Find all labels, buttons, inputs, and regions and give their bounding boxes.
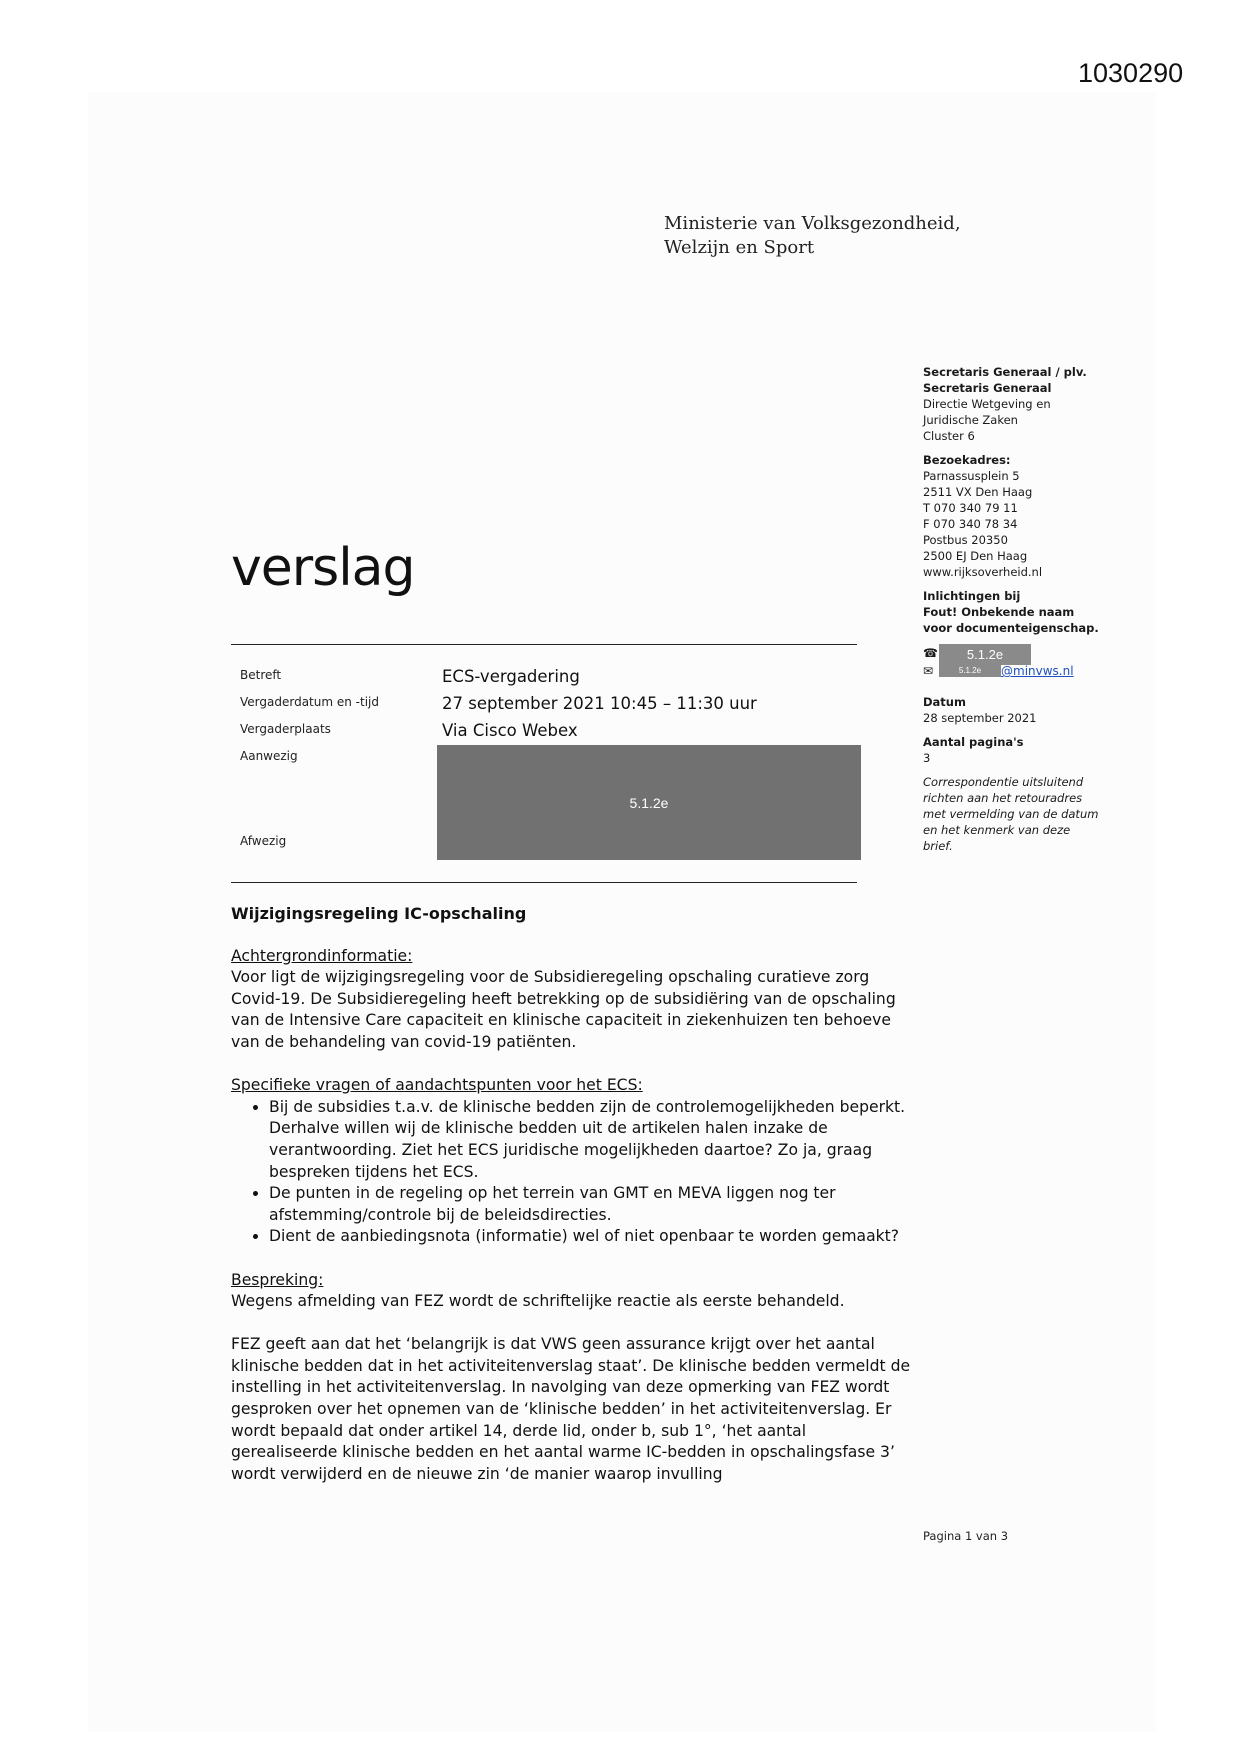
department-line: Secretaris Generaal / plv. (923, 365, 1087, 379)
discussion-heading: Bespreking: (231, 1270, 324, 1289)
divider (231, 882, 857, 883)
department-line: Juridische Zaken (923, 413, 1018, 427)
document-id: 1030290 (1078, 58, 1184, 88)
telephone-icon: ☎ (923, 646, 938, 660)
contact-phone-row (923, 644, 1123, 662)
redaction-box: 5.1.2e (939, 665, 1001, 677)
contact-mail-row (923, 662, 1123, 680)
divider (231, 644, 857, 645)
info-heading: Inlichtingen bij (923, 589, 1021, 603)
ministry-name-line2: Welzijn en Sport (664, 237, 815, 258)
fax-number: F 070 340 78 34 (923, 517, 1018, 531)
department-line: Directie Wetgeving en (923, 397, 1051, 411)
correspondence-note: met vermelding van de datum (923, 807, 1099, 821)
location-value: Via Cisco Webex (442, 721, 578, 740)
background-heading: Achtergrondinformatie: (231, 946, 413, 965)
page-number: Pagina 1 van 3 (923, 1529, 1009, 1543)
location-label: Vergaderplaats (240, 722, 331, 736)
department-line: Secretaris Generaal (923, 381, 1052, 395)
department-line: Cluster 6 (923, 429, 975, 443)
questions-heading: Specifieke vragen of aandachtspunten voor het ECS: (231, 1076, 643, 1095)
email-link[interactable]: @minvws.nl (1001, 664, 1074, 678)
attendees-redaction (437, 745, 861, 860)
datetime-label: Vergaderdatum en -tijd (240, 695, 379, 709)
list-item: • Dient de aanbiedingsnota (informatie) wel of niet openbaar te worden gemaakt? (269, 1226, 911, 1248)
list-item: • De punten in de regeling op het terrein van GMT en MEVA liggen nog ter afstemming/controle bij de beleidsdirecties. (269, 1183, 911, 1226)
document-title: verslag (231, 538, 415, 598)
background-text: Voor ligt de wijzigingsregeling voor de Subsidieregeling opschaling curatieve zorg Covid-19. De Subsidieregeling heeft betrekking op de subsidiëring van de opschaling van de Intensive Care capaciteit en klinische capaciteit in ziekenhuizen ten behoeve van de behandeling van covid-19 patiënten. (231, 968, 896, 1051)
ministry-logo-text (664, 212, 961, 260)
redaction-box: 5.1.2e (939, 644, 1031, 665)
address-line: 2511 VX Den Haag (923, 485, 1033, 499)
correspondence-note: brief. (923, 839, 953, 853)
phone-number: T 070 340 79 11 (923, 501, 1018, 515)
po-box-city: 2500 EJ Den Haag (923, 549, 1028, 563)
ministry-name-line1: Ministerie van Volksgezondheid, (664, 213, 961, 234)
absent-label: Afwezig (240, 834, 287, 848)
discussion-text: FEZ geeft aan dat het ‘belangrijk is dat VWS geen assurance krijgt over het aantal klinische bedden dat in het activiteitenverslag staat’. De klinische bedden vermeldt de instelling in het activiteitenverslag. In navolging van deze opmerking van FEZ wordt gesproken over het opnemen van de ‘klinische bedden’ in het activiteitenverslag. Er wordt bepaald dat onder artikel 14, derde lid, onder b, sub 1°, ‘het aantal gerealiseerde klinische bedden en het aantal warme IC-bedden in opschalingsfase 3’ wordt verwijderd en de nieuwe zin ‘de manier waarop invulling (231, 1335, 911, 1483)
list-item: • Bij de subsidies t.a.v. de klinische bedden zijn de controlemogelijkheden beperkt. Derhalve willen wij de klinische bedden uit de artikelen halen inzake de verantwoording. Ziet het ECS juridische mogelijkheden daartoe? Zo ja, graag bespreken tijdens het ECS. (269, 1097, 911, 1183)
correspondence-note: en het kenmerk van deze (923, 823, 1071, 837)
questions-list (231, 1097, 911, 1248)
agenda-item-heading: Wijzigingsregeling IC-opschaling (231, 904, 527, 923)
date-heading: Datum (923, 695, 966, 709)
date-value: 28 september 2021 (923, 711, 1037, 725)
info-name: Fout! Onbekende naam (923, 605, 1075, 619)
pages-heading: Aantal pagina's (923, 735, 1024, 749)
present-label: Aanwezig (240, 749, 298, 763)
sender-details (923, 364, 1123, 854)
correspondence-note: Correspondentie uitsluitend (923, 775, 1084, 789)
info-name: voor documenteigenschap. (923, 621, 1099, 635)
report-body (231, 903, 911, 1507)
datetime-value: 27 september 2021 10:45 – 11:30 uur (442, 694, 757, 713)
website: www.rijksoverheid.nl (923, 565, 1043, 579)
discussion-text: Wegens afmelding van FEZ wordt de schriftelijke reactie als eerste behandeld. (231, 1292, 845, 1311)
subject-value: ECS-vergadering (442, 667, 580, 686)
envelope-icon: ✉ (923, 664, 934, 678)
visit-address-heading: Bezoekadres: (923, 453, 1011, 467)
redaction-code: 5.1.2e (629, 794, 669, 811)
po-box: Postbus 20350 (923, 533, 1008, 547)
address-line: Parnassusplein 5 (923, 469, 1020, 483)
pages-value: 3 (923, 751, 931, 765)
subject-label: Betreft (240, 668, 282, 682)
correspondence-note: richten aan het retouradres (923, 791, 1083, 805)
